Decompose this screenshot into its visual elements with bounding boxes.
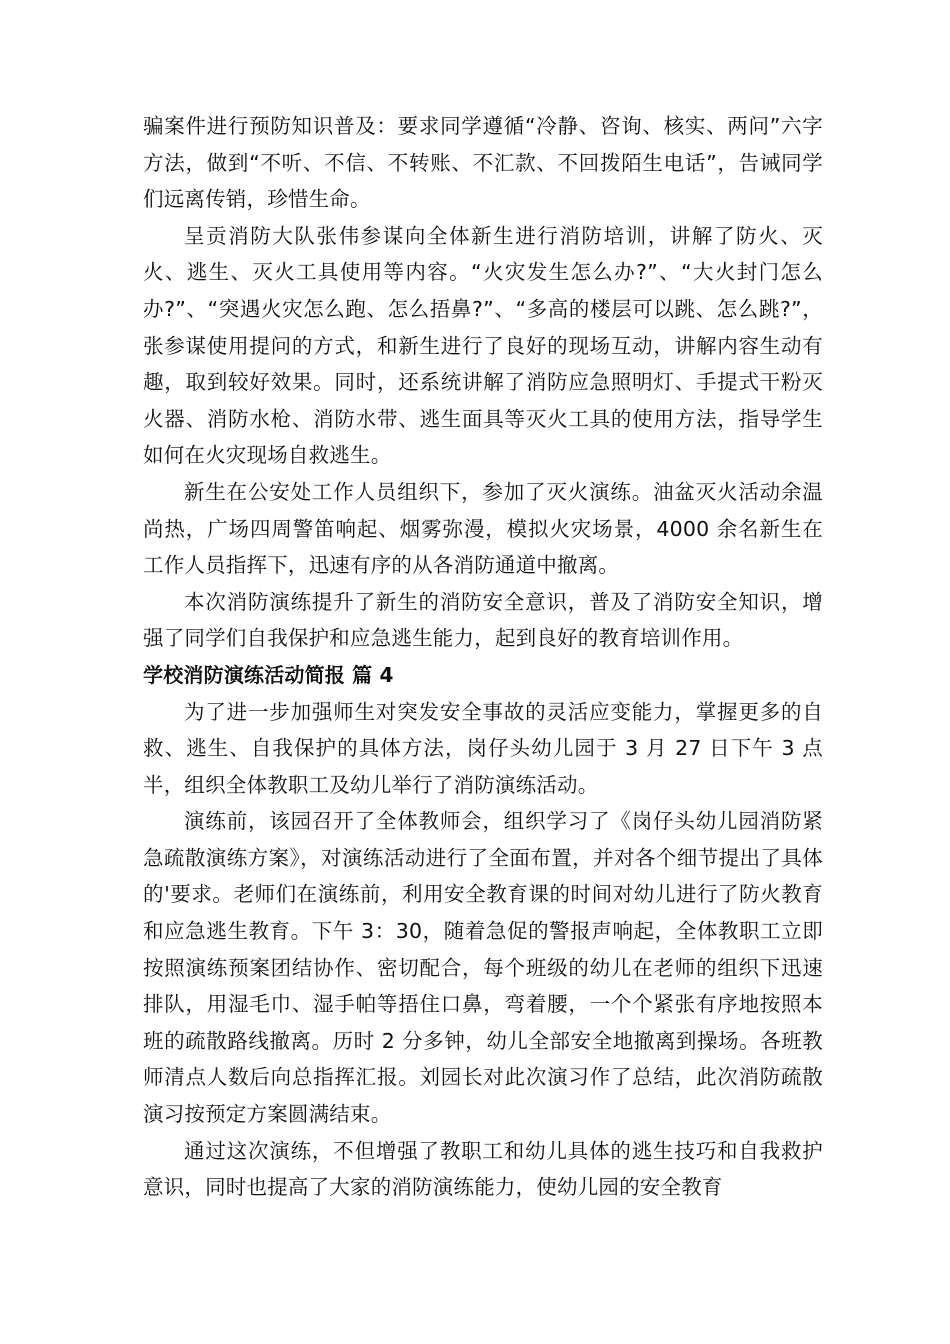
- paragraph-continuation: 骗案件进行预防知识普及：要求同学遵循“冷静、咨询、核实、两问”六字方法，做到“不听、不信、不转账、不汇款、不回拨陌生电话”，告诫同学们远离传销，珍惜生命。: [143, 114, 823, 212]
- paragraph-kindergarten-outcome: 通过这次演练，不但增强了教职工和幼儿具体的逃生技巧和自我救护意识，同时也提高了大家的消防演练能力，使幼儿园的安全教育: [143, 1138, 823, 1200]
- paragraph-fire-drill: 新生在公安处工作人员组织下，参加了灭火演练。油盆灭火活动余温尚热，广场四周警笛响起、烟雾弥漫，模拟火灾场景，4000 余名新生在工作人员指挥下，迅速有序的从各消防通道中撤离。: [143, 479, 823, 578]
- section-heading: 学校消防演练活动简报 篇 4: [143, 662, 394, 687]
- paragraph-kindergarten-intro: 为了进一步加强师生对突发安全事故的灵活应变能力，掌握更多的自救、逃生、自我保护的具体方法，岗仔头幼儿园于 3 月 27 日下午 3 点半，组织全体教职工及幼儿举行了消防演练活动。: [143, 699, 823, 797]
- paragraph-kindergarten-drill: 演练前，该园召开了全体教师会，组织学习了《岗仔头幼儿园消防紧急疏散演练方案》，对演练活动进行了全面布置，并对各个细节提出了具体的'要求。老师们在演练前，利用安全教育课的时间对幼儿进行了防火教育和应急逃生教育。下午 3：30，随着急促的警报声响起，全体教职工立即按照演练预案团结协作、密切配合，每个班级的幼儿在老师的组织下迅速排队，用湿毛巾、湿手帕等捂住口鼻，弯着腰，一个个紧张有序地按照本班的疏散路线撤离。历时 2 分多钟，幼儿全部安全地撤离到操场。各班教师清点人数后向总指挥汇报。刘园长对此次演习作了总结，此次消防疏散演习按预定方案圆满结束。: [143, 809, 823, 1127]
- paragraph-fire-training: 呈贡消防大队张伟参谋向全体新生进行消防培训，讲解了防火、灭火、逃生、灭火工具使用等内容。“火灾发生怎么办?”、“大火封门怎么办?”、“突遇火灾怎么跑、怎么捂鼻?”、“多高的楼层可以跳、怎么跳?”，张参谋使用提问的方式，和新生进行了良好的现场互动，讲解内容生动有趣，取到较好效果。同时，还系统讲解了消防应急照明灯、手提式干粉灭火器、消防水枪、消防水带、逃生面具等灭火工具的使用方法，指导学生如何在火灾现场自救逃生。: [143, 223, 823, 468]
- paragraph-drill-summary: 本次消防演练提升了新生的消防安全意识，普及了消防安全知识，增强了同学们自我保护和应急逃生能力，起到良好的教育培训作用。: [143, 589, 823, 651]
- document-body: [143, 108, 823, 1206]
